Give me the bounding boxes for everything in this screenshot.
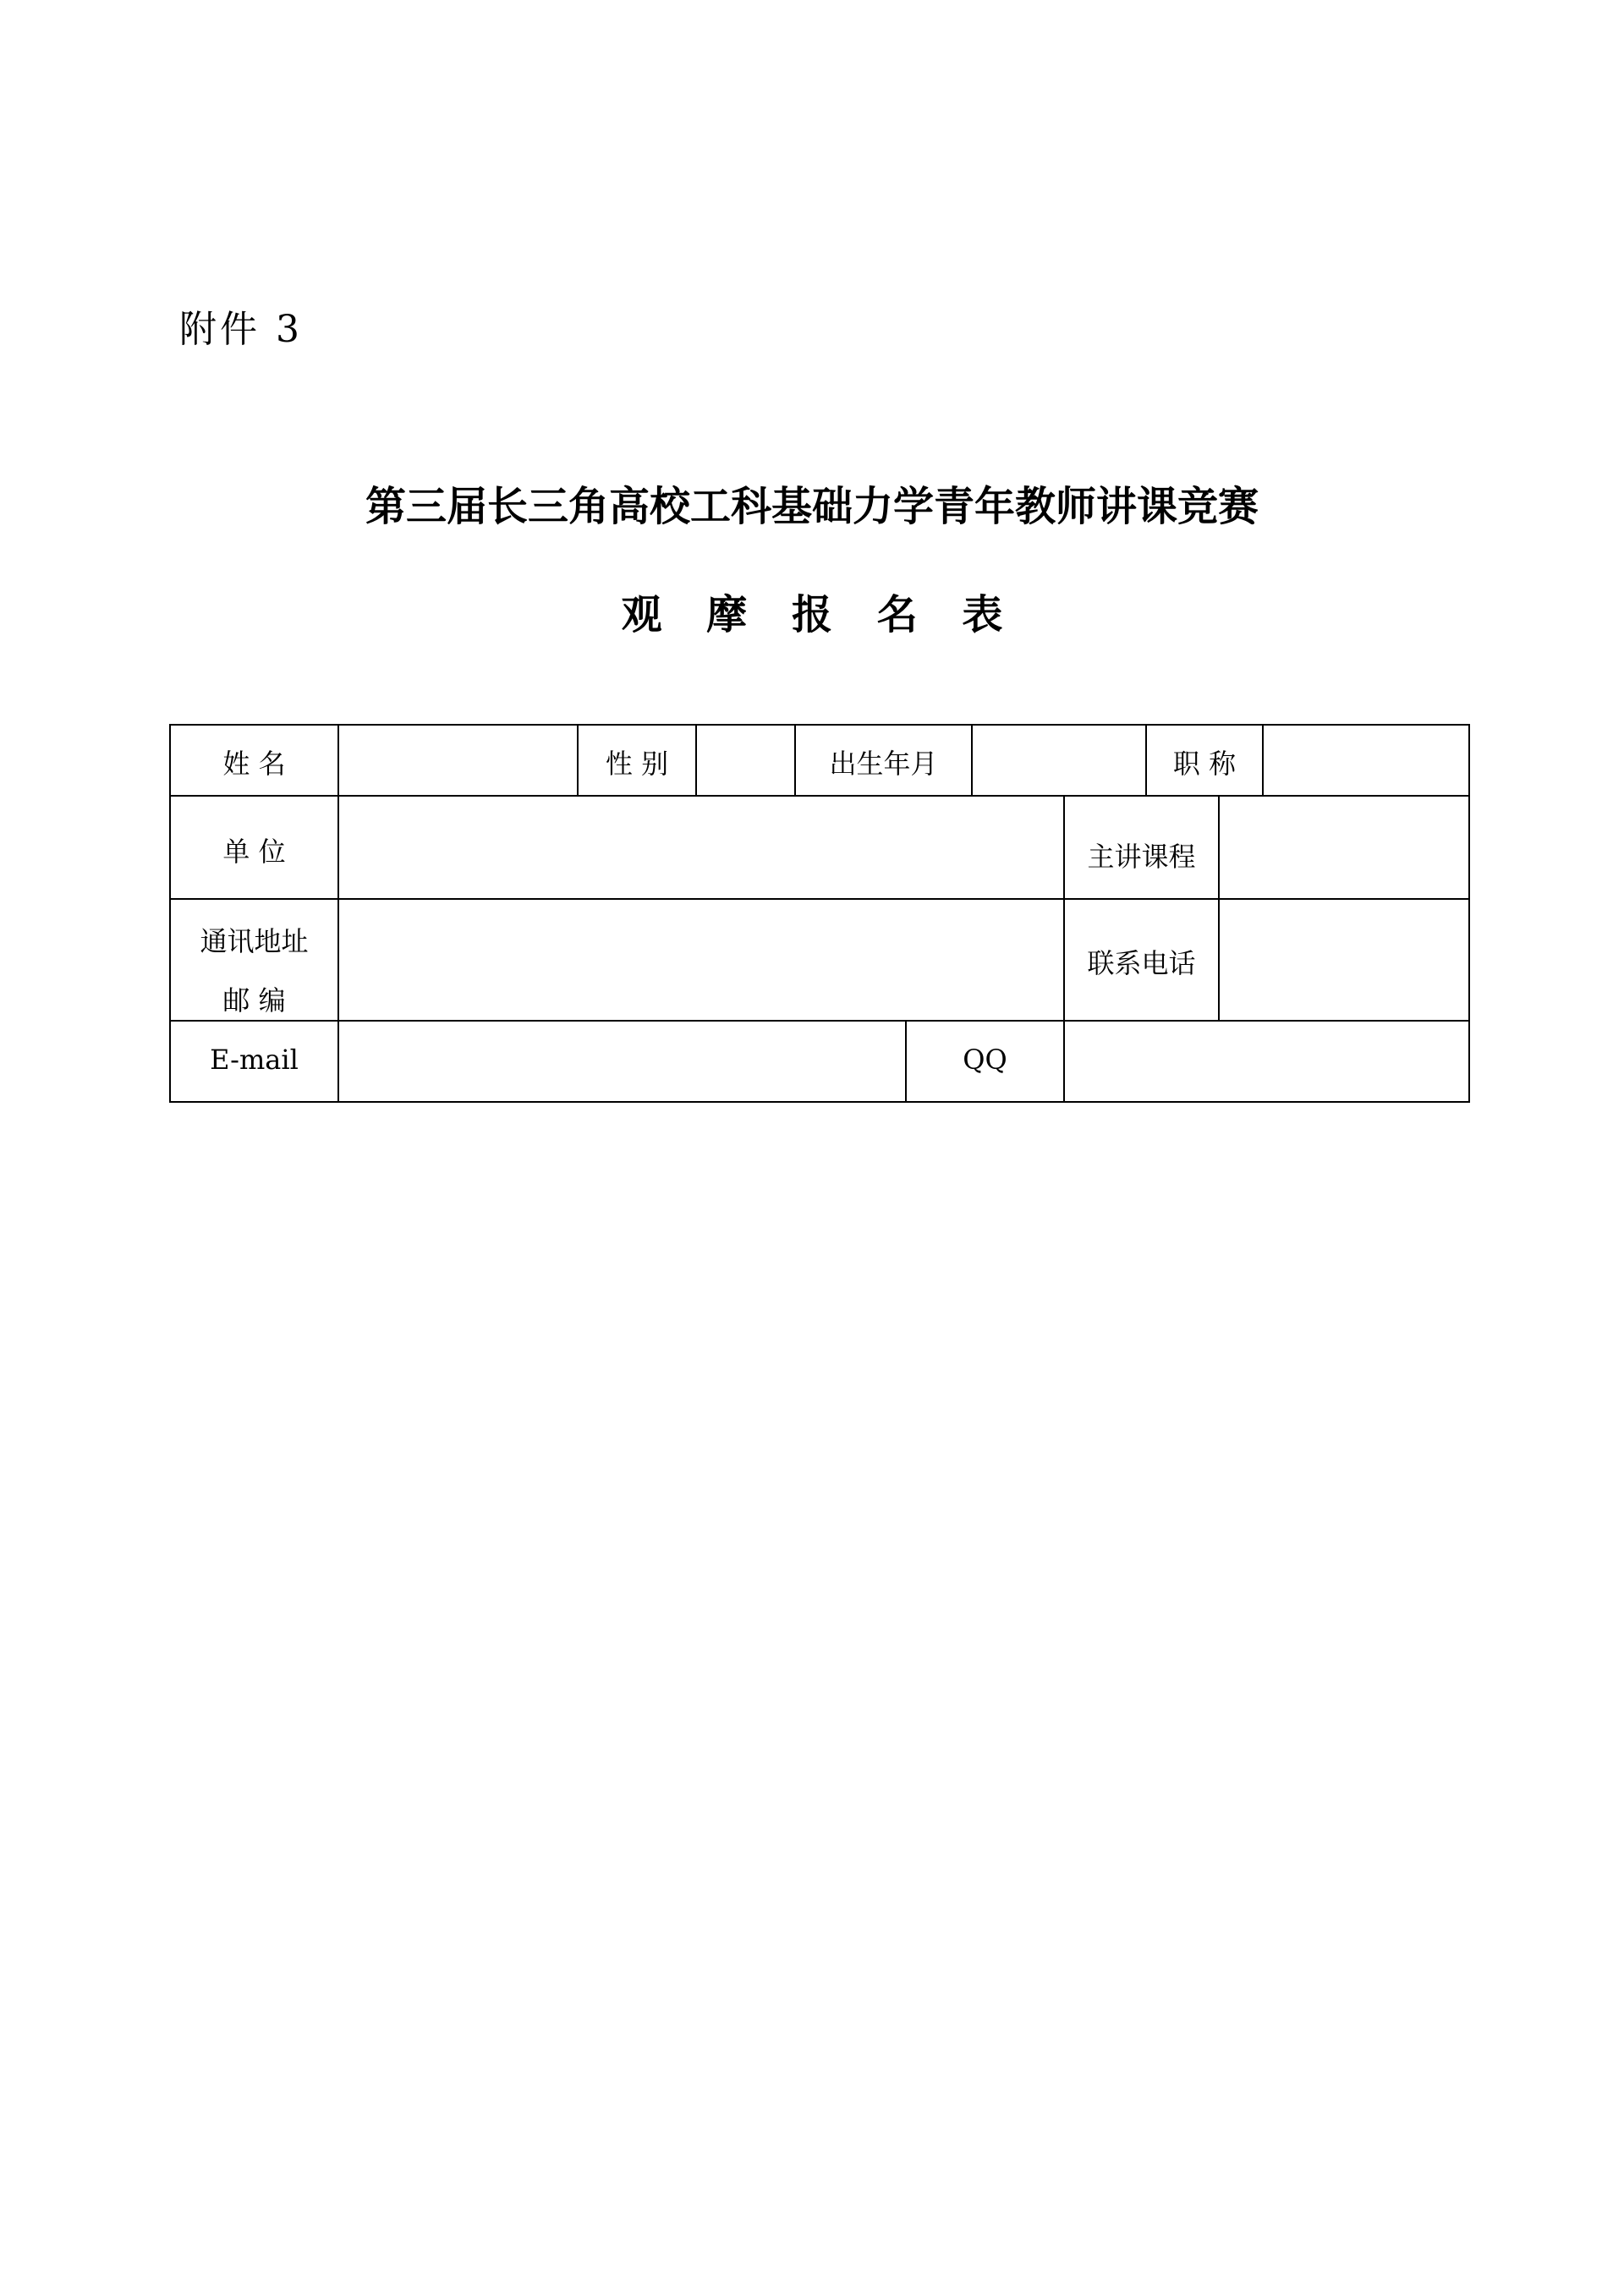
- qq-label: QQ: [963, 1044, 1007, 1076]
- registration-form-table: [169, 724, 1470, 1103]
- form-subtitle: 观 摩 报 名 表: [621, 591, 1018, 638]
- job-title-field[interactable]: [1264, 726, 1468, 795]
- unit-label: 单 位: [222, 836, 286, 868]
- email-label: E-mail: [210, 1044, 299, 1076]
- unit-field[interactable]: [339, 797, 1063, 898]
- address-label: 通讯地址: [200, 925, 309, 957]
- postcode-label: 邮 编: [222, 984, 286, 1016]
- form-title: 第三届长三角高校工科基础力学青年教师讲课竞赛: [365, 483, 1259, 530]
- birth-date-label: 出生年月: [829, 748, 938, 780]
- qq-field[interactable]: [1065, 1022, 1468, 1101]
- course-label: 主讲课程: [1087, 841, 1196, 873]
- job-title-label: 职 称: [1172, 748, 1237, 780]
- birth-date-field[interactable]: [973, 726, 1145, 795]
- email-field[interactable]: [339, 1022, 905, 1101]
- phone-field[interactable]: [1220, 900, 1468, 1020]
- name-field[interactable]: [339, 726, 577, 795]
- column-divider: [1063, 795, 1065, 1020]
- gender-field[interactable]: [697, 726, 794, 795]
- address-field[interactable]: [339, 900, 1063, 1020]
- gender-label: 性 别: [605, 748, 669, 780]
- course-field[interactable]: [1220, 797, 1468, 898]
- name-label: 姓 名: [222, 748, 286, 780]
- attachment-label: 附件 3: [179, 308, 303, 351]
- phone-label: 联系电话: [1087, 947, 1196, 979]
